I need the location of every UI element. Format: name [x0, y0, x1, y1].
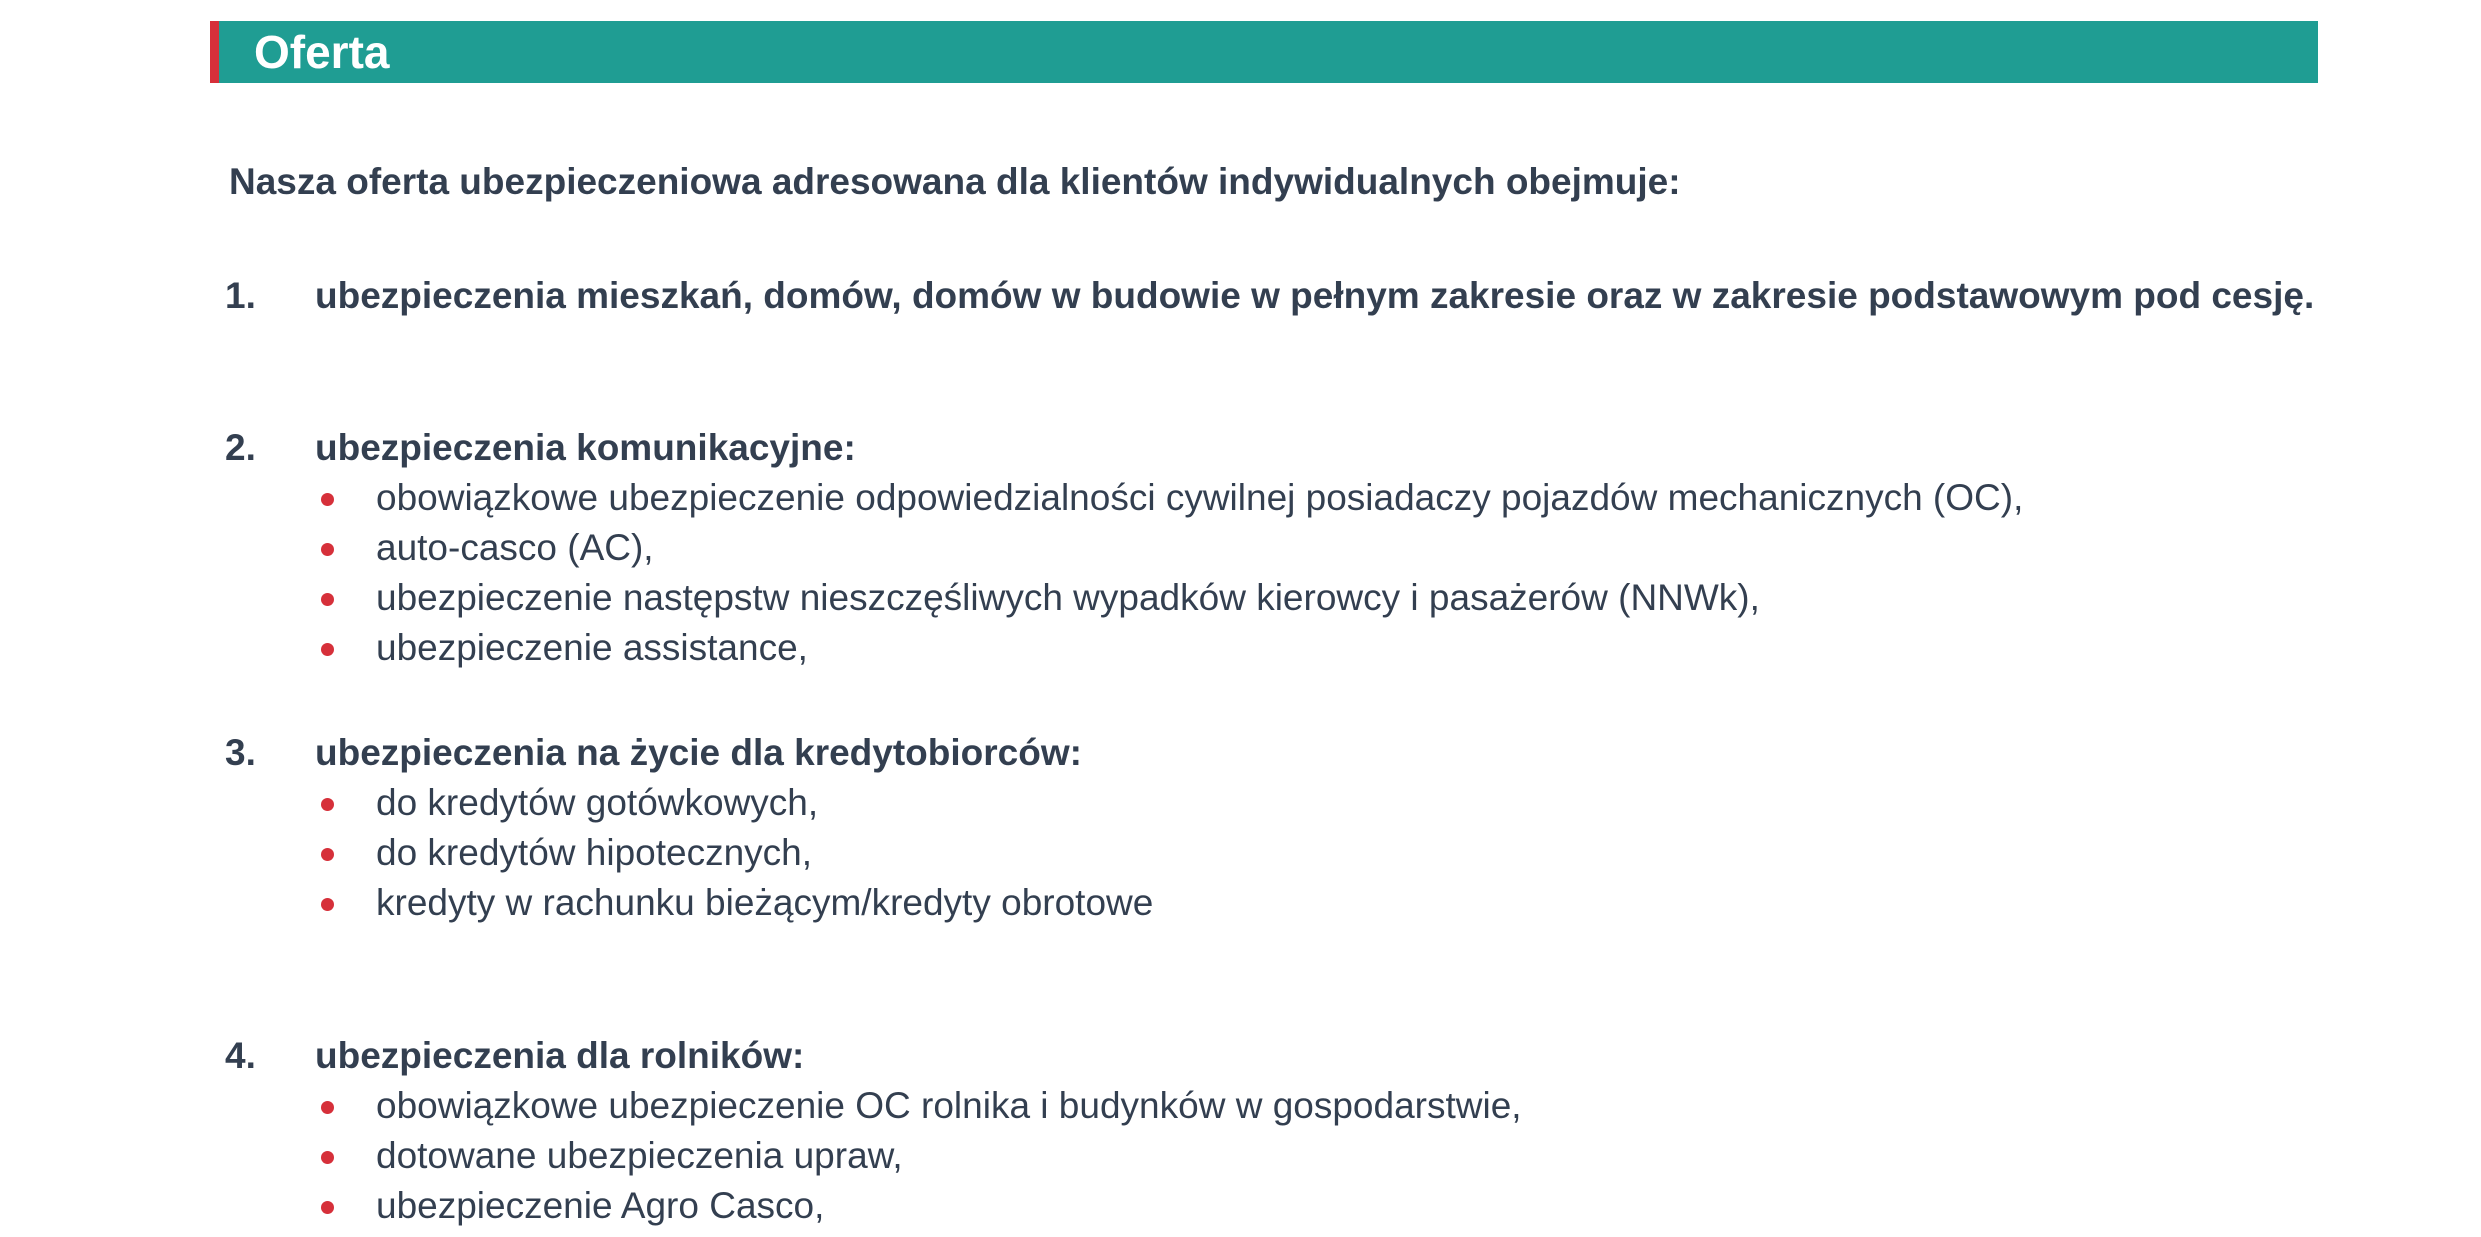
bullet-dot-icon: [321, 493, 334, 506]
intro-text: Nasza oferta ubezpieczeniowa adresowana dla klientów indywidualnych obejmuje:: [229, 161, 1681, 202]
list-item-text: dotowane ubezpieczenia upraw,: [376, 1135, 903, 1176]
section-heading: ubezpieczenia mieszkań, domów, domów w budowie w pełnym zakresie oraz w zakresie podstawowym pod cesję.: [315, 275, 2315, 316]
list-item-text: ubezpieczenie assistance,: [376, 627, 808, 668]
bullet-dot-icon: [321, 898, 334, 911]
list-item-text: obowiązkowe ubezpieczenie odpowiedzialności cywilnej posiadaczy pojazdów mechanicznych (OC),: [376, 477, 2024, 518]
list-item-text: do kredytów hipotecznych,: [376, 832, 813, 873]
section-number: 1.: [225, 275, 256, 316]
bullet-dot-icon: [321, 798, 334, 811]
list-item-text: ubezpieczenie następstw nieszczęśliwych wypadków kierowcy i pasażerów (NNWk),: [376, 577, 1760, 618]
bullet-dot-icon: [321, 543, 334, 556]
bullet-dot-icon: [321, 1101, 334, 1114]
section-number: 3.: [225, 732, 256, 773]
section-heading: ubezpieczenia komunikacyjne:: [315, 427, 856, 468]
section-heading: ubezpieczenia na życie dla kredytobiorców:: [315, 732, 1082, 773]
section-number: 2.: [225, 427, 256, 468]
page-title: Oferta: [254, 26, 390, 78]
section-number: 4.: [225, 1035, 256, 1076]
header-accent-stripe: [210, 21, 219, 83]
bullet-dot-icon: [321, 1201, 334, 1214]
bullet-dot-icon: [321, 593, 334, 606]
list-item-text: do kredytów gotówkowych,: [376, 782, 819, 823]
bullet-dot-icon: [321, 643, 334, 656]
list-item-text: ubezpieczenie Agro Casco,: [376, 1185, 825, 1226]
bullet-dot-icon: [321, 1151, 334, 1164]
list-item-text: obowiązkowe ubezpieczenie OC rolnika i budynków w gospodarstwie,: [376, 1085, 1522, 1126]
section-header-bar: [210, 21, 2318, 83]
list-item-text: kredyty w rachunku bieżącym/kredyty obrotowe: [376, 882, 1154, 923]
list-item-text: auto-casco (AC),: [376, 527, 654, 568]
section-heading: ubezpieczenia dla rolników:: [315, 1035, 805, 1076]
bullet-dot-icon: [321, 848, 334, 861]
